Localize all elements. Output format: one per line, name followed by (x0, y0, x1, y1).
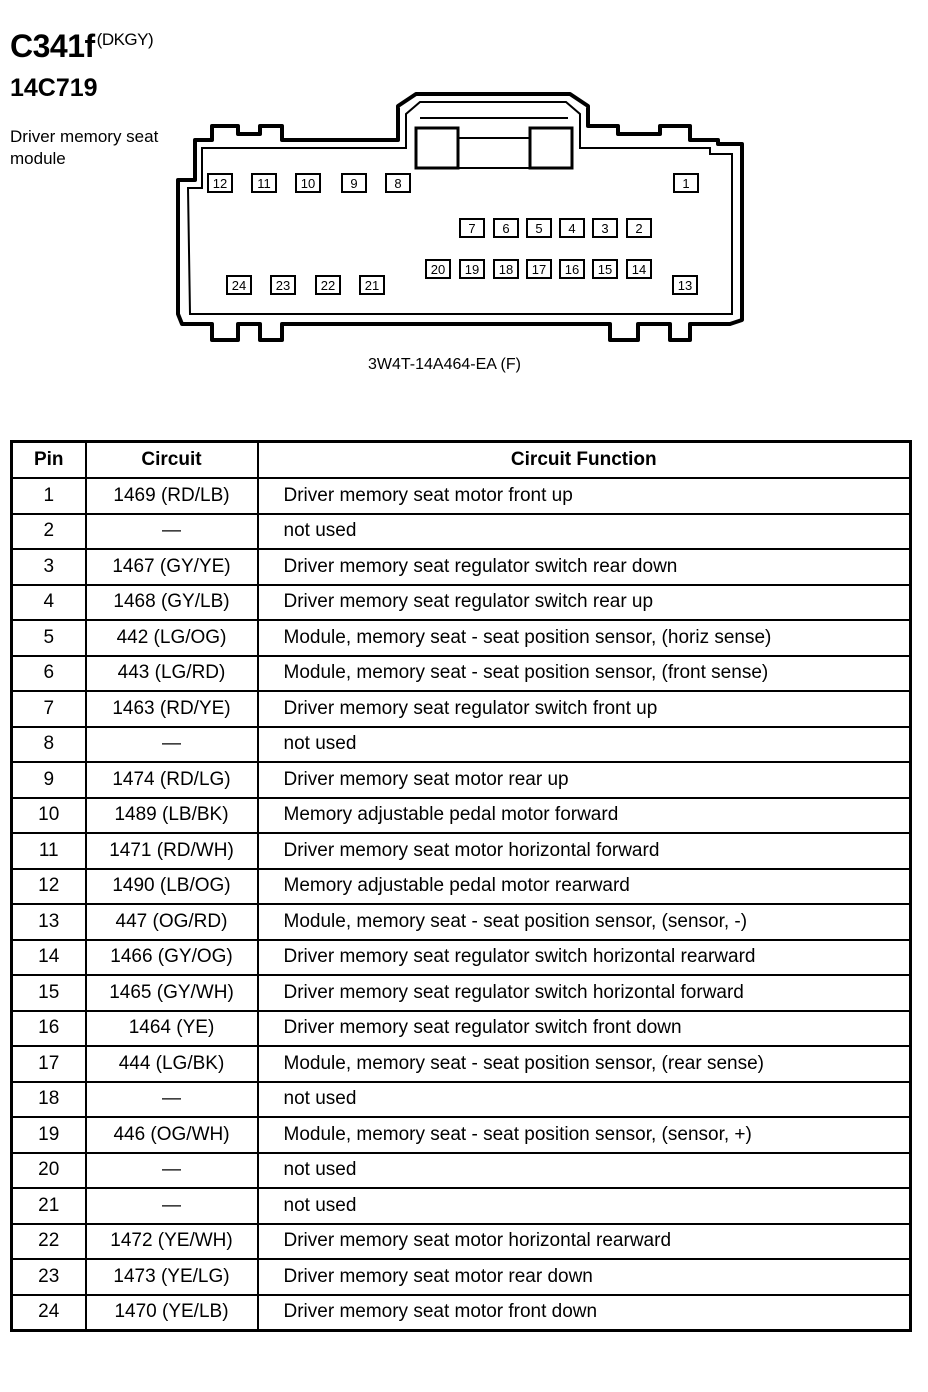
table-row (12, 798, 911, 834)
function-cell: Driver memory seat motor rear down (258, 1259, 911, 1295)
pin-cell: 6 (12, 656, 86, 692)
pin-label: 12 (212, 176, 228, 191)
table-row (12, 1117, 911, 1153)
pin-label: 16 (564, 262, 580, 277)
pin-cell: 7 (12, 691, 86, 727)
table-row (12, 514, 911, 550)
pin-cell: 2 (12, 514, 86, 550)
pin-label: 19 (464, 262, 480, 277)
pin-cell: 4 (12, 585, 86, 621)
pin-cell: 18 (12, 1082, 86, 1118)
circuit-cell: 1489 (LB/BK) (86, 798, 258, 834)
pin-cell: 16 (12, 1011, 86, 1047)
table-row (12, 1153, 911, 1189)
function-cell: Driver memory seat motor front down (258, 1295, 911, 1331)
function-cell: Driver memory seat motor horizontal rearward (258, 1224, 911, 1260)
circuit-cell: 1464 (YE) (86, 1011, 258, 1047)
pin-label: 10 (300, 176, 316, 191)
pin-cell: 10 (12, 798, 86, 834)
table-row (12, 1295, 911, 1331)
pin-label: 4 (568, 221, 576, 236)
table-row (12, 869, 911, 905)
latch-right (530, 128, 572, 168)
table-row (12, 904, 911, 940)
pin-cell: 1 (12, 478, 86, 514)
table-row (12, 1224, 911, 1260)
table-row (12, 478, 911, 514)
pin-label: 21 (364, 278, 380, 293)
function-cell: Driver memory seat regulator switch front down (258, 1011, 911, 1047)
table-row (12, 620, 911, 656)
pin-label: 1 (682, 176, 690, 191)
pin-label: 11 (257, 176, 271, 191)
pin-label: 18 (498, 262, 514, 277)
table-row (12, 1046, 911, 1082)
pin-label: 6 (502, 221, 510, 236)
circuit-cell: 1466 (GY/OG) (86, 940, 258, 976)
pin-cell: 22 (12, 1224, 86, 1260)
connector-housing (178, 94, 742, 340)
circuit-cell: 1470 (YE/LB) (86, 1295, 258, 1331)
pin-label: 23 (275, 278, 291, 293)
pin-cell: 17 (12, 1046, 86, 1082)
circuit-cell: 446 (OG/WH) (86, 1117, 258, 1153)
pin-cell: 13 (12, 904, 86, 940)
pin-boxes (208, 174, 698, 294)
function-cell: not used (258, 1082, 911, 1118)
pin-cell: 24 (12, 1295, 86, 1331)
circuit-cell: — (86, 1188, 258, 1224)
circuit-cell: 1468 (GY/LB) (86, 585, 258, 621)
header-circuit-function: Circuit Function (258, 442, 911, 479)
part-number: 14C719 (10, 74, 98, 102)
connector-color-code: (DKGY) (96, 30, 154, 49)
pin-label: 22 (320, 278, 336, 293)
table-header-row (12, 442, 911, 479)
circuit-cell: 1471 (RD/WH) (86, 833, 258, 869)
pin-cell: 14 (12, 940, 86, 976)
function-cell: not used (258, 727, 911, 763)
pin-cell: 19 (12, 1117, 86, 1153)
latch-left (416, 128, 458, 168)
connector-id: C341f (10, 28, 95, 64)
header-circuit: Circuit (86, 442, 258, 479)
circuit-cell: 1474 (RD/LG) (86, 762, 258, 798)
function-cell: Driver memory seat regulator switch rear down (258, 549, 911, 585)
table-row (12, 1259, 911, 1295)
pin-label: 20 (430, 262, 446, 277)
diagram-caption: 3W4T-14A464-EA (F) (368, 356, 521, 373)
pin-cell: 5 (12, 620, 86, 656)
circuit-cell: 444 (LG/BK) (86, 1046, 258, 1082)
function-cell: Driver memory seat regulator switch front up (258, 691, 911, 727)
pin-label: 9 (350, 176, 358, 191)
circuit-cell: 1467 (GY/YE) (86, 549, 258, 585)
table-row (12, 940, 911, 976)
circuit-cell: 1463 (RD/YE) (86, 691, 258, 727)
pin-label: 17 (531, 262, 547, 277)
pin-cell: 11 (12, 833, 86, 869)
circuit-cell: 1490 (LB/OG) (86, 869, 258, 905)
table-row (12, 727, 911, 763)
table-row (12, 549, 911, 585)
pin-cell: 9 (12, 762, 86, 798)
pin-label: 8 (394, 176, 402, 191)
function-cell: Module, memory seat - seat position sensor, (sensor, -) (258, 904, 911, 940)
function-cell: Module, memory seat - seat position sensor, (front sense) (258, 656, 911, 692)
pin-cell: 8 (12, 727, 86, 763)
pinout-table (10, 440, 912, 1332)
circuit-cell: 1472 (YE/WH) (86, 1224, 258, 1260)
table-row (12, 585, 911, 621)
pin-label: 5 (535, 221, 543, 236)
pin-cell: 15 (12, 975, 86, 1011)
circuit-cell: 1465 (GY/WH) (86, 975, 258, 1011)
function-cell: not used (258, 1188, 911, 1224)
pin-label: 3 (601, 221, 609, 236)
function-cell: Driver memory seat motor rear up (258, 762, 911, 798)
function-cell: Driver memory seat regulator switch horizontal forward (258, 975, 911, 1011)
pin-cell: 3 (12, 549, 86, 585)
pin-cell: 21 (12, 1188, 86, 1224)
table-row (12, 762, 911, 798)
function-cell: Module, memory seat - seat position sensor, (sensor, +) (258, 1117, 911, 1153)
pin-cell: 23 (12, 1259, 86, 1295)
connector-face-diagram (170, 88, 750, 348)
function-cell: Memory adjustable pedal motor rearward (258, 869, 911, 905)
function-cell: Driver memory seat motor horizontal forward (258, 833, 911, 869)
table-row (12, 975, 911, 1011)
header-pin: Pin (12, 442, 86, 479)
circuit-cell: 447 (OG/RD) (86, 904, 258, 940)
circuit-cell: — (86, 1153, 258, 1189)
function-cell: not used (258, 514, 911, 550)
pin-label: 15 (597, 262, 613, 277)
pin-cell: 12 (12, 869, 86, 905)
circuit-cell: 1473 (YE/LG) (86, 1259, 258, 1295)
module-description: Driver memory seat module (10, 127, 159, 168)
pin-label: 2 (635, 221, 643, 236)
circuit-cell: 442 (LG/OG) (86, 620, 258, 656)
table-row (12, 833, 911, 869)
function-cell: Driver memory seat motor front up (258, 478, 911, 514)
circuit-cell: 443 (LG/RD) (86, 656, 258, 692)
circuit-cell: — (86, 727, 258, 763)
function-cell: Module, memory seat - seat position sensor, (horiz sense) (258, 620, 911, 656)
table-row (12, 1082, 911, 1118)
pin-cell: 20 (12, 1153, 86, 1189)
table-row (12, 1188, 911, 1224)
pin-label: 7 (468, 221, 476, 236)
connector-title (10, 28, 153, 65)
table-row (12, 691, 911, 727)
function-cell: Driver memory seat regulator switch horizontal rearward (258, 940, 911, 976)
function-cell: Driver memory seat regulator switch rear up (258, 585, 911, 621)
circuit-cell: — (86, 514, 258, 550)
pin-label: 24 (231, 278, 247, 293)
latch-bridge (458, 138, 530, 168)
function-cell: Module, memory seat - seat position sensor, (rear sense) (258, 1046, 911, 1082)
function-cell: not used (258, 1153, 911, 1189)
circuit-cell: — (86, 1082, 258, 1118)
circuit-cell: 1469 (RD/LB) (86, 478, 258, 514)
table-row (12, 1011, 911, 1047)
function-cell: Memory adjustable pedal motor forward (258, 798, 911, 834)
pin-label: 14 (631, 262, 647, 277)
pin-label: 13 (677, 278, 693, 293)
table-row (12, 656, 911, 692)
